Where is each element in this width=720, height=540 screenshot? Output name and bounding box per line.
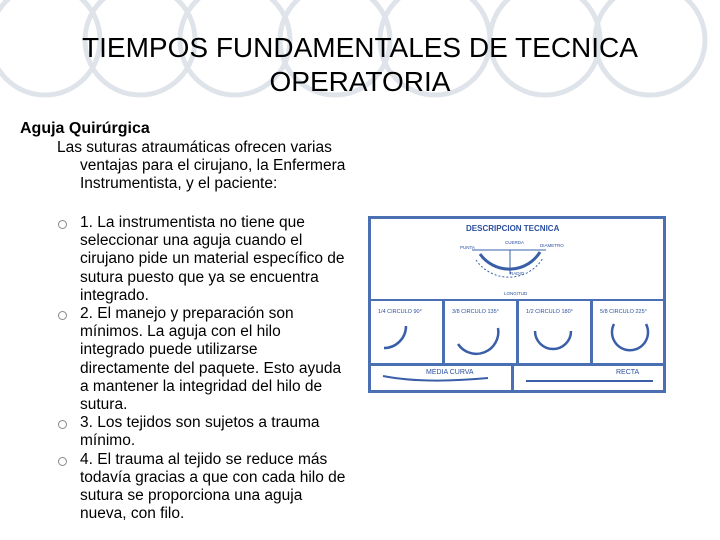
list-item-text: 4. El trauma al tejido se reduce más todavía gracias a que con cada hilo de sutura se proporciona una aguja nueva, con filo. — [80, 450, 346, 523]
recta-label: RECTA — [616, 369, 640, 376]
list-item-text: 2. El manejo y preparación son mínimos. La aguja con el hilo integrado puede utilizarse directamente del paquete. Esto ayuda a mantener la integridad del hilo de sutura. — [80, 305, 342, 414]
list-item-text: 1. La instrumentista no tiene que seleccionar una aguja cuando el cirujano pide un material específico de sutura puesto que ya se encuentra integrado. — [80, 214, 345, 304]
hollow-circle-icon — [58, 220, 67, 229]
list-item-text: 3. Los tejidos son sujetos a trauma mínimo. — [80, 414, 320, 450]
needle-diagram — [368, 216, 666, 393]
advantages-list — [57, 214, 347, 523]
title-line-1: TIEMPOS FUNDAMENTALES DE TECNICA — [82, 32, 638, 63]
title-line-2: OPERATORIA — [269, 66, 451, 97]
hollow-circle-icon — [58, 457, 67, 466]
recta-panel — [514, 366, 663, 390]
curve-label: 3/8 CIRCULO 135° — [452, 309, 499, 315]
hollow-circle-icon — [58, 420, 67, 429]
curve-label: 1/2 CIRCULO 180° — [526, 309, 573, 315]
list-item — [57, 451, 347, 524]
label-punta: PUNTA — [460, 245, 475, 250]
media-curva-label: MEDIA CURVA — [426, 369, 474, 376]
curve-label: 5/8 CIRCULO 225° — [600, 309, 647, 315]
list-item — [57, 214, 347, 305]
curve-label: 1/4 CIRCULO 90° — [378, 309, 422, 315]
label-radio: RADIO — [510, 271, 525, 276]
section-heading: Aguja Quirúrgica — [20, 120, 150, 137]
slide-title — [30, 31, 690, 99]
figure-title: DESCRIPCION TECNICA — [466, 224, 560, 233]
list-item — [57, 305, 347, 414]
intro-paragraph: Las suturas atraumáticas ofrecen varias ventajas para el cirujano, la Enfermera Instrumentista, y el paciente: — [57, 139, 346, 193]
hollow-circle-icon — [58, 311, 67, 320]
label-diametro: DIAMETRO — [540, 243, 564, 248]
list-item — [57, 414, 347, 450]
label-cuerda: CUERDA — [505, 240, 525, 245]
label-longitud: LONGITUD — [504, 291, 528, 296]
